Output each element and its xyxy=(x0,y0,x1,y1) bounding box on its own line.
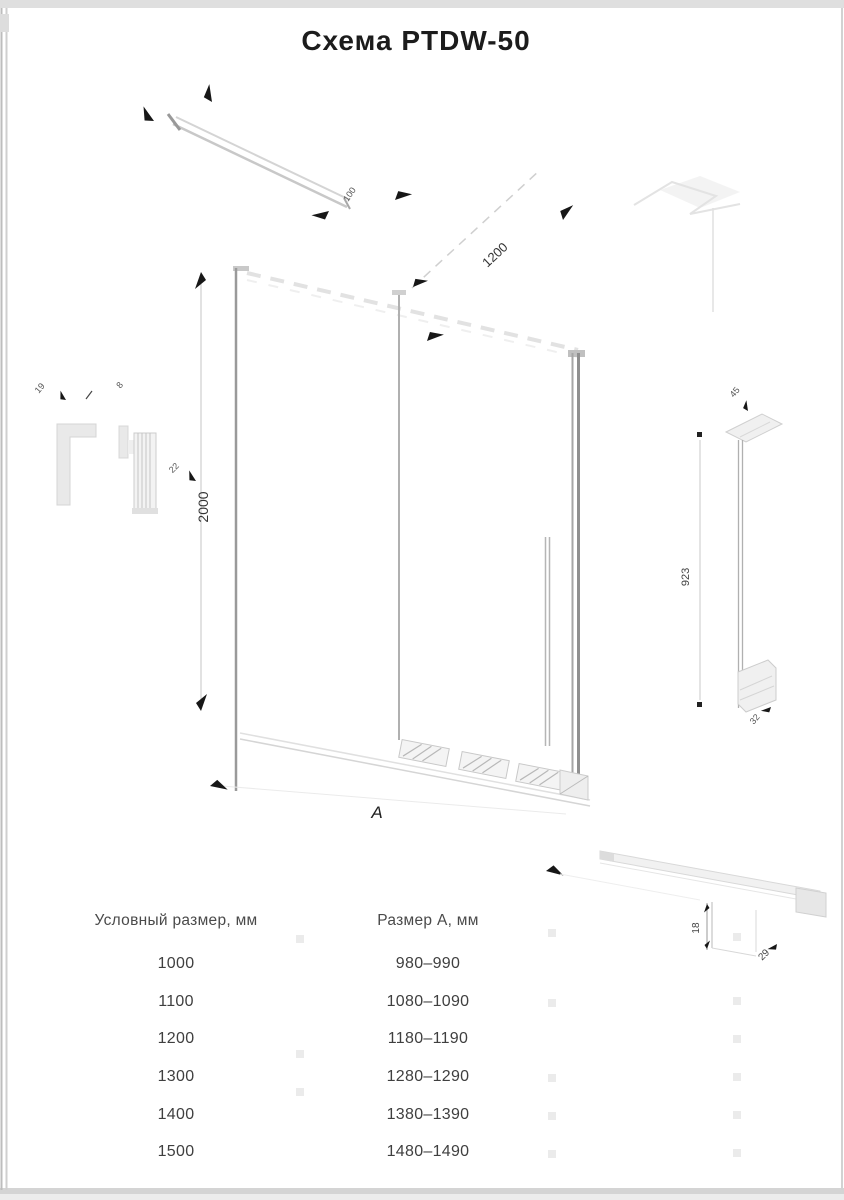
sill-height-label: 18 xyxy=(691,922,702,934)
nominal-size-value: 1400 xyxy=(157,1106,195,1123)
size-a-value: 1180–1190 xyxy=(387,1030,469,1047)
size-a-value: 1380–1390 xyxy=(386,1106,470,1123)
size-a-value: 1280–1290 xyxy=(386,1068,470,1085)
wall-profile-detail xyxy=(33,380,181,514)
nominal-size-value: 1500 xyxy=(157,1143,195,1160)
sill-detail xyxy=(560,851,826,963)
roller xyxy=(516,764,567,791)
bracket-bottom-label: 32 xyxy=(747,712,762,727)
height-label: 2000 xyxy=(195,491,211,523)
door-side-detail xyxy=(680,385,782,726)
size-a-value: 1480–1490 xyxy=(386,1143,470,1160)
nominal-size-value: 1200 xyxy=(157,1030,195,1047)
size-a-value: 980–990 xyxy=(395,955,461,972)
corner-bracket-detail xyxy=(634,176,740,312)
roller xyxy=(399,740,450,767)
wall-width-label: 8 xyxy=(114,379,126,391)
table-header-size-a: Размер А, мм xyxy=(377,912,479,929)
door-handle xyxy=(546,537,550,746)
size-a-value: 1080–1090 xyxy=(386,993,470,1010)
front-view xyxy=(233,266,585,793)
wall-depth-label: 19 xyxy=(32,381,47,396)
bottom-rail xyxy=(240,733,590,806)
nominal-size-value: 1300 xyxy=(157,1068,195,1085)
nominal-size-value: 1100 xyxy=(158,993,194,1010)
dimension-height-2000 xyxy=(195,272,211,711)
dimension-diagonal-1200 xyxy=(410,170,540,291)
nominal-size-value: 1000 xyxy=(157,955,195,972)
width-a-label: A xyxy=(371,803,383,822)
table-header-nominal: Условный размер, мм xyxy=(94,912,258,929)
roller xyxy=(459,752,510,779)
bracket-top-label: 45 xyxy=(727,385,742,400)
sill-depth-label: 29 xyxy=(756,947,773,964)
bar-dimension-label: 100 xyxy=(341,185,358,204)
handle-height-label: 923 xyxy=(680,567,692,587)
wall-adjust-label: 22 xyxy=(166,460,181,475)
page-title: Схема PTDW-50 xyxy=(301,25,531,56)
leader-arrows xyxy=(56,84,779,953)
diagonal-label: 1200 xyxy=(479,239,511,271)
top-rail-bar xyxy=(168,114,358,209)
